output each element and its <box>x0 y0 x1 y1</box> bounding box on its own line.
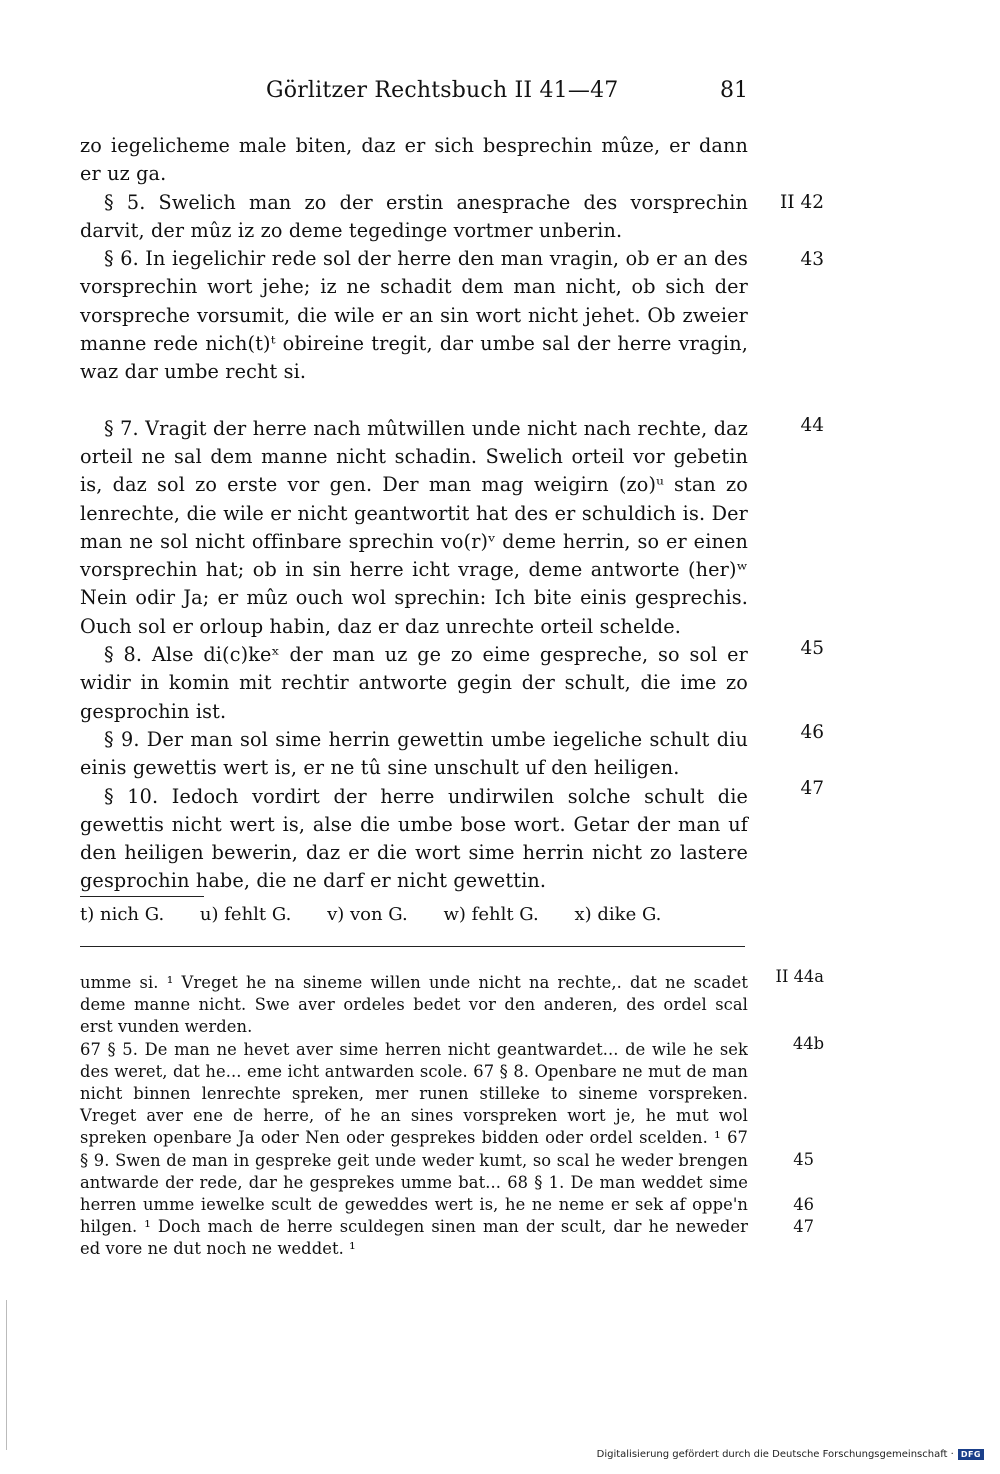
lower-ref-44a: II 44a <box>775 967 824 986</box>
funding-note: Digitalisierung gefördert durch die Deutsche Forschungsgemeinschaft · <box>596 1449 954 1460</box>
parallel-paragraph-2: 67 § 5. De man ne hevet aver sime herren nicht geantwardet... de wile he sek des weret, dat he... eme icht antwarden scole. 67 § 8. Openbare ne mut de man nicht binnen lenrechte spreken, mer runen stilleke to sineme vorspreken. Vreget aver ene de herre, of he an sines vorspreken wort je, he mut wol spreken openbare Ja oder Nen oder gesprekes bidden oder ordel scelden. ¹ 67 § 9. Swen de man in gespreke geit unde weder kumt, so scal he weder brengen antwarde der rede, dar he gesprekes umme bat... 68 § 1. De man weddet sime herren umme iewelke scult de geweddes wert is, he ne neme er sek af oppe'n hilgen. ¹ Doch mach de herre sculdegen sinen man der scult, dar he neweder ed vore ne dut noch ne weddet. ¹ <box>80 1039 748 1259</box>
scan-edge-line <box>6 1300 7 1450</box>
margin-ref-44: 44 <box>800 415 824 436</box>
margin-ref-47: 47 <box>800 778 824 799</box>
footnote-w: w) fehlt G. <box>443 904 539 925</box>
running-title: Görlitzer Rechtsbuch II 41—47 <box>266 78 619 103</box>
footnote-x: x) dike G. <box>574 904 662 925</box>
parallel-paragraph-1: umme si. ¹ Vreget he na sineme willen unde nicht na rechte,. dat ne scadet deme manne nicht. Swe aver ordeles bedet vor den anderen, des ordel scal erst vunden werden. <box>80 973 748 1037</box>
parallel-text <box>80 972 748 1261</box>
lower-ref-45: 45 <box>793 1150 814 1169</box>
footnote-rule <box>80 896 204 897</box>
paragraph-8: § 8. Alse di(c)keˣ der man uz ge zo eime gespreche, so sol er widir in komin mit rechtir antworte gegin der schult, die ime zo gesprochin ist. <box>80 643 748 723</box>
running-header <box>80 78 748 108</box>
dfg-logo: DFG <box>958 1449 984 1460</box>
lower-ref-44b: 44b <box>792 1034 824 1053</box>
apparatus-rule <box>80 946 745 947</box>
textual-notes <box>80 904 748 934</box>
footnote-t: t) nich G. <box>80 904 165 925</box>
main-text <box>80 132 748 896</box>
footnote-v: v) von G. <box>327 904 408 925</box>
paragraph-10: § 10. Iedoch vordirt der herre undirwilen solche schult die gewettis nicht wert is, alse die umbe bose wort. Getar der man uf den heiligen bewerin, daz er die wort sime herrin nicht zo lastere gesprochin habe, die ne darf er nicht gewettin. <box>80 784 748 893</box>
lower-ref-47: 47 <box>793 1217 814 1236</box>
margin-ref-46: 46 <box>800 722 824 743</box>
margin-ref-45: 45 <box>800 638 824 659</box>
page-number: 81 <box>720 78 748 103</box>
margin-ref-42: II 42 <box>779 192 824 213</box>
paragraph-continuation: zo iegelicheme male biten, daz er sich besprechin mûze, er dann er uz ga. <box>80 134 748 186</box>
section-gap <box>80 387 748 415</box>
paragraph-9: § 9. Der man sol sime herrin gewettin umbe iegeliche schult diu einis gewettis wert is, er ne tû sine unschult uf den heiligen. <box>80 727 748 780</box>
paragraph-6: § 6. In iegelichir rede sol der herre den man vragin, ob er an des vorsprechin wort jehe; iz ne schadit dem man nicht, ob sich der vorspreche vorsumit, die wile er an sin wort nicht jehet. Ob zweier manne rede nich(t)ᵗ obireine tregit, dar umbe sal der herre vragin, waz dar umbe recht si. <box>80 247 748 384</box>
funding-footer <box>597 1449 984 1460</box>
paragraph-5: § 5. Swelich man zo der erstin anesprache des vorsprechin darvit, der mûz iz zo deme tegedinge vortmer unberin. <box>80 190 748 242</box>
margin-ref-43: 43 <box>800 249 824 270</box>
footnote-u: u) fehlt G. <box>199 904 292 925</box>
paragraph-7: § 7. Vragit der herre nach mûtwillen unde nicht nach rechte, daz orteil ne sal dem manne nicht schadin. Swelich orteil vor gebetin is, daz sol zo erste vor gen. Der man mag weigirn (zo)ᵘ stan zo lenrechte, die wile er nicht geantwortit hat des er schuldich is. Der man ne sol nicht offinbare sprechin vo(r)ᵛ deme herrin, so er einen vorsprechin hat; ob in sin herre icht vrage, deme antworte (her)ʷ Nein odir Ja; er mûz ouch wol sprechin: Ich bite einis gesprechis. Ouch sol er orloup habin, daz er daz unrechte orteil schelde. <box>80 416 748 638</box>
lower-ref-46: 46 <box>793 1195 814 1214</box>
